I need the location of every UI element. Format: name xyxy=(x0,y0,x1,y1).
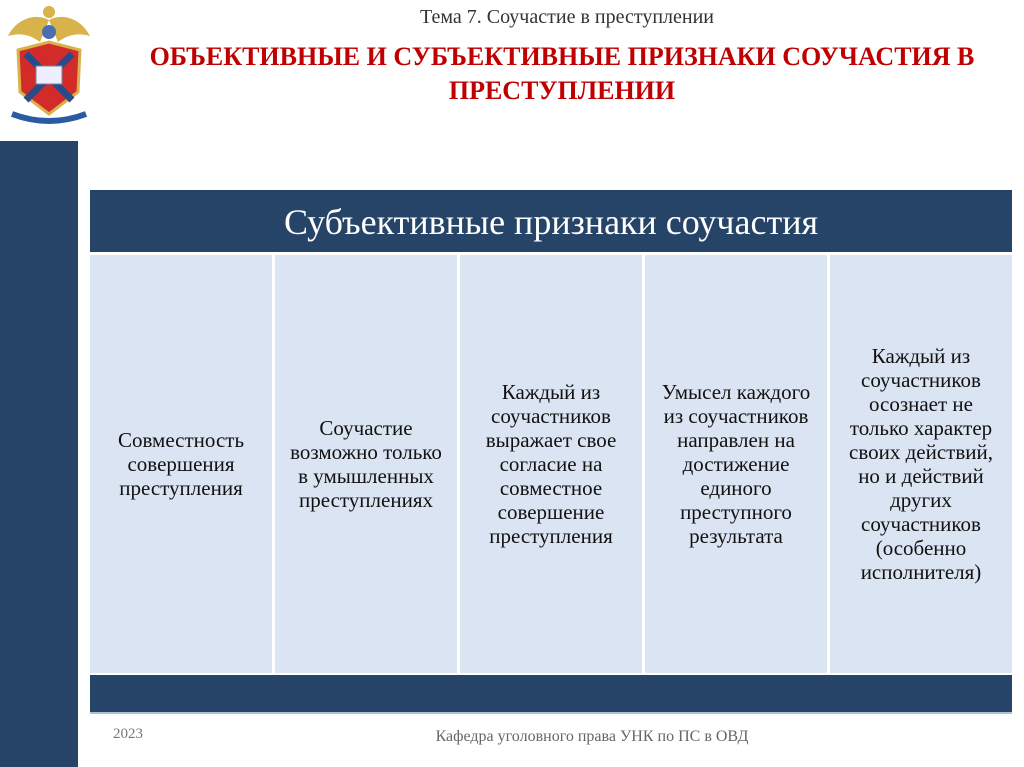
table-cell: Каждый из соучастников осознает не только характер своих действий, но и действий других соучастников (особенно исполнителя) xyxy=(830,255,1012,673)
features-table xyxy=(90,190,1012,714)
department-footer: Кафедра уголовного права УНК по ПС в ОВД xyxy=(435,728,749,745)
table-header: Субъективные признаки соучастия xyxy=(90,190,1012,252)
table-cell: Умысел каждого из соучастников направлен на достижение единого преступного результата xyxy=(645,255,827,673)
slide-title: ОБЪЕКТИВНЫЕ И СУБЪЕКТИВНЫЕ ПРИЗНАКИ СОУЧАСТИЯ В ПРЕСТУПЛЕНИИ xyxy=(149,42,975,105)
table-cell: Каждый из соучастников выражает свое согласие на совместное совершение преступления xyxy=(460,255,642,673)
table-row xyxy=(90,255,1012,673)
slide-topic: Тема 7. Соучастие в преступлении xyxy=(420,6,714,28)
table-cell: Соучастие возможно только в умышленных преступлениях xyxy=(275,255,457,673)
left-sidebar-bar xyxy=(0,141,78,767)
table-footer-bar xyxy=(90,675,1012,714)
table-cell: Совместность совершения преступления xyxy=(90,255,272,673)
slide-year: 2023 xyxy=(113,726,143,742)
